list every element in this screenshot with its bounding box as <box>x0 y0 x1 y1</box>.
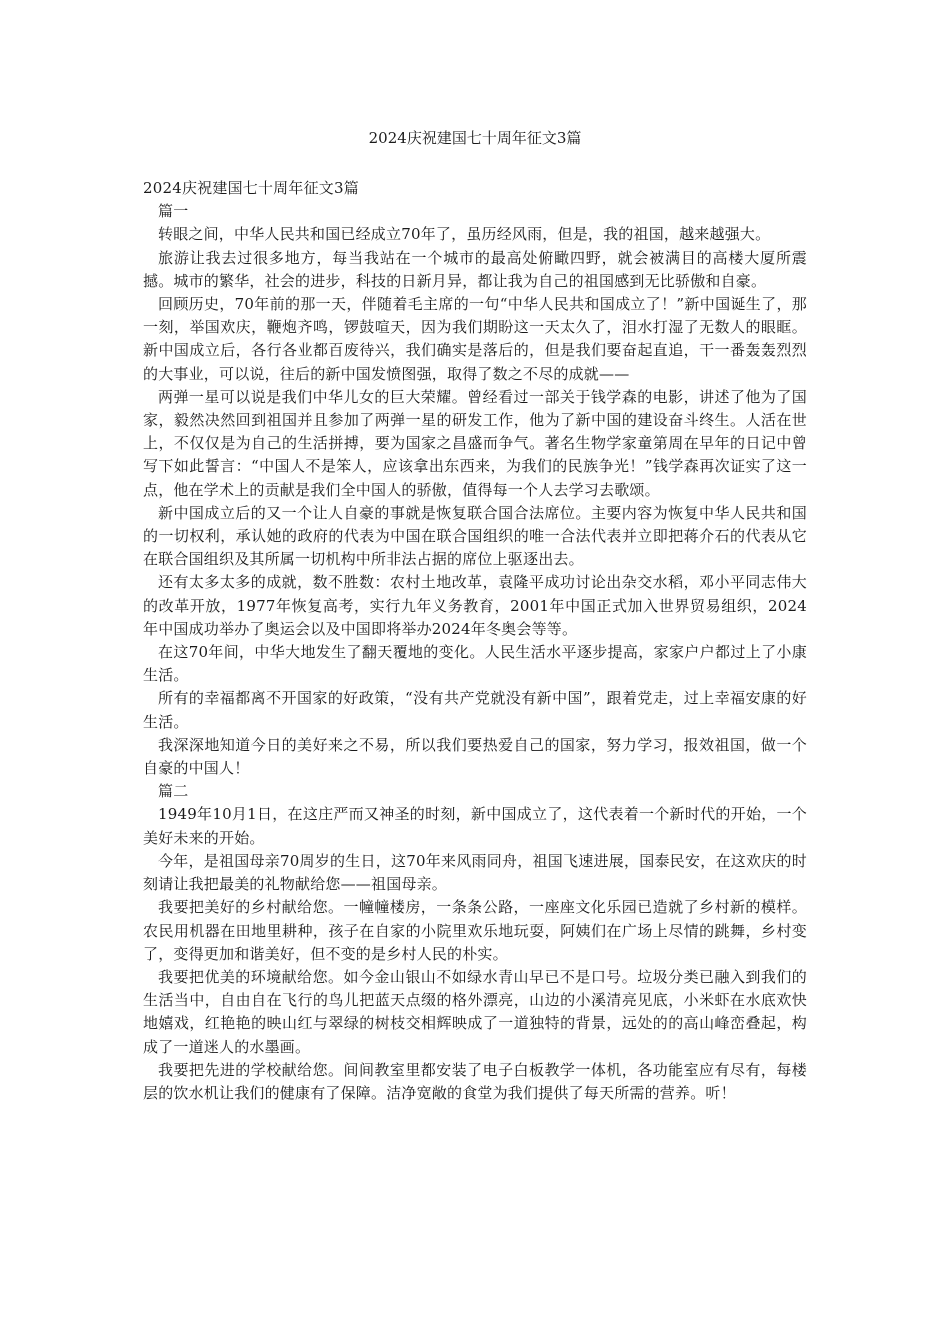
paragraph: 今年，是祖国母亲70周岁的生日，这70年来风雨同舟，祖国飞速进展，国泰民安，在这欢庆的时刻请让我把最美的礼物献给您——祖国母亲。 <box>143 851 807 894</box>
paragraph: 我要把先进的学校献给您。间间教室里都安装了电子白板教学一体机，各功能室应有尽有，每楼层的饮水机让我们的健康有了保障。洁净宽敞的食堂为我们提供了每天所需的营养。听！ <box>143 1060 807 1102</box>
paragraph: 旅游让我去过很多地方，每当我站在一个城市的最高处俯瞰四野，就会被满目的高楼大厦所震撼。城市的繁华，社会的进步，科技的日新月异，都让我为自己的祖国感到无比骄傲和自豪。 <box>143 248 807 290</box>
paragraph: 我深深地知道今日的美好来之不易，所以我们要热爱自己的国家，努力学习，报效祖国，做一个自豪的中国人！ <box>143 735 807 778</box>
paragraph: 转眼之间，中华人民共和国已经成立70年了，虽历经风雨，但是，我的祖国，越来越强大。 <box>158 225 771 244</box>
paragraph: 在这70年间，中华大地发生了翻天覆地的变化。人民生活水平逐步提高，家家户户都过上了小康生活。 <box>143 643 807 685</box>
document-subtitle: 2024庆祝建国七十周年征文3篇 <box>143 179 359 197</box>
section-heading: 篇二 <box>158 782 189 801</box>
paragraph: 两弹一星可以说是我们中华儿女的巨大荣耀。曾经看过一部关于钱学森的电影，讲述了他为了国家，毅然决然回到祖国并且参加了两弹一星的研发工作，他为了新中国的建设奋斗终生。人活在世上，不仅仅是为自己的生活拼搏，要为国家之昌盛而争气。著名生物学家童第周在早年的日记中曾写下如此誓言：“中国人不是笨人，应该拿出东西来，为我们的民族争光！”钱学森再次证实了这一点，他在学术上的贡献是我们全中国人的骄傲，值得每一个人去学习去歌颂。 <box>143 387 807 499</box>
document-body <box>143 177 807 1105</box>
paragraph: 我要把美好的乡村献给您。一幢幢楼房，一条条公路，一座座文化乐园已造就了乡村新的模样。农民用机器在田地里耕种，孩子在自家的小院里欢乐地玩耍，阿姨们在广场上尽情的跳舞，乡村变了，变得更加和谐美好，但不变的是乡村人民的朴实。 <box>143 898 807 963</box>
paragraph: 1949年10月1日，在这庄严而又神圣的时刻，新中国成立了，这代表着一个新时代的开始，一个美好未来的开始。 <box>143 805 807 847</box>
paragraph: 所有的幸福都离不开国家的好政策，“没有共产党就没有新中国”，跟着党走，过上幸福安康的好生活。 <box>143 689 807 731</box>
section-heading: 篇一 <box>158 202 189 221</box>
paragraph: 回顾历史，70年前的那一天，伴随着毛主席的一句“中华人民共和国成立了！”新中国诞生了，那一刻，举国欢庆，鞭炮齐鸣，锣鼓喧天，因为我们期盼这一天太久了，泪水打湿了无数人的眼眶。新中国成立后，各行各业都百废待兴，我们确实是落后的，但是我们要奋起直追，干一番轰轰烈烈的大事业，可以说，往后的新中国发愤图强，取得了数之不尽的成就—— <box>143 295 807 383</box>
paragraph: 新中国成立后的又一个让人自豪的事就是恢复联合国合法席位。主要内容为恢复中华人民共和国的一切权利，承认她的政府的代表为中国在联合国组织的唯一合法代表并立即把蒋介石的代表从它在联合国组织及其所属一切机构中所非法占据的席位上驱逐出去。 <box>143 503 807 569</box>
paragraph: 还有太多太多的成就，数不胜数：农村土地改革，袁隆平成功讨论出杂交水稻，邓小平同志伟大的改革开放，1977年恢复高考，实行九年义务教育，2001年中国正式加入世界贸易组织，2024年中国成功举办了奥运会以及中国即将举办2024年冬奥会等等。 <box>143 573 807 638</box>
document-title: 2024庆祝建国七十周年征文3篇 <box>368 129 582 147</box>
paragraph: 我要把优美的环境献给您。如今金山银山不如绿水青山早已不是口号。垃圾分类已融入到我们的生活当中，自由自在飞行的鸟儿把蓝天点缀的格外漂亮，山边的小溪清亮见底，小米虾在水底欢快地嬉戏，红艳艳的映山红与翠绿的树枝交相辉映成了一道独特的背景，远处的的高山峰峦叠起，构成了一道迷人的水墨画。 <box>143 967 807 1056</box>
